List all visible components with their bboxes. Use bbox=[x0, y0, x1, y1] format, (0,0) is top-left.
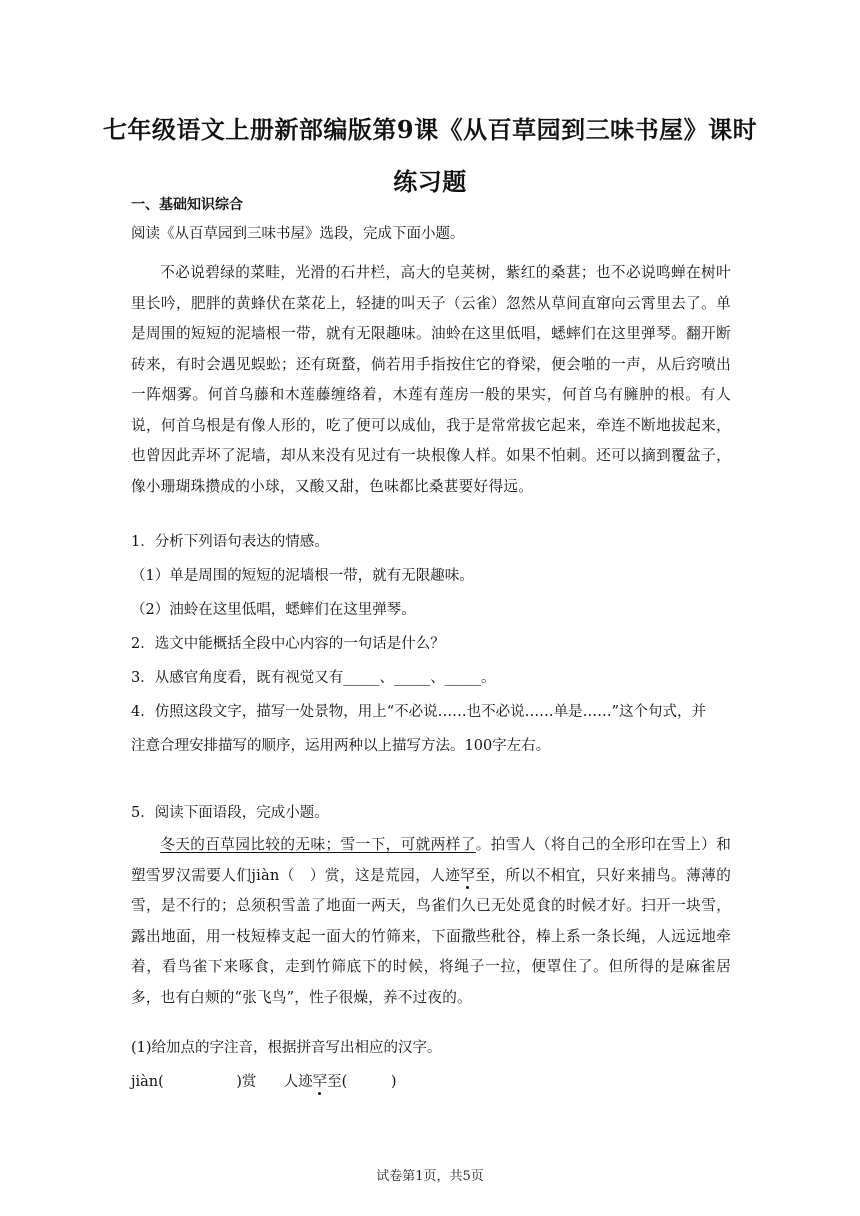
answer-dotted-character: 罕 bbox=[312, 1074, 328, 1090]
reading-instruction: 阅读《从百草园到三味书屋》选段，完成下面小题。 bbox=[131, 226, 465, 242]
underlined-sentence: 冬天的百草园比较的无味；雪一下，可就两样了 bbox=[160, 836, 476, 853]
question-2: 2．选文中能概括全段中心内容的一句话是什么？ bbox=[131, 636, 445, 652]
passage-2-text-a: 。拍雪人（将自己的全形印在雪上）和塑雪罗汉需要人们jiàn（ ）赏，这是荒园，人迹 bbox=[131, 836, 731, 884]
question-1: 1．分析下列语句表达的情感。 bbox=[131, 534, 329, 550]
dotted-character: 罕 bbox=[460, 866, 476, 884]
page-title: 七年级语文上册新部编版第9课《从百草园到三味书屋》课时练习题 bbox=[102, 115, 758, 196]
page-footer: 试卷第1页，共5页 bbox=[376, 1169, 484, 1184]
passage-1: 不必说碧绿的菜畦，光滑的石井栏，高大的皂荚树，紫红的桑葚；也不必说鸣蝉在树叶里长吟，肥胖的黄蜂伏在菜花上，轻捷的叫天子（云雀）忽然从草间直窜向云霄里去了。单是周围的短短的泥墙根一带，就有无限趣味。油蛉在这里低唱，蟋蟀们在这里弹琴。翻开断砖来，有时会遇见蜈蚣；还有斑蝥，倘若用手指按住它的脊梁，便会啪的一声，从后窍喷出一阵烟雾。何首乌藤和木莲藤缠络着，木莲有莲房一般的果实，何首乌有臃肿的根。有人说，何首乌根是有像人形的，吃了便可以成仙，我于是常常拔它起来，牵连不断地拔起来，也曾因此弄坏了泥墙，却从来没有见过有一块根像人样。如果不怕刺。还可以摘到覆盆子，像小珊瑚珠攒成的小球，又酸又甜，色味都比桑葚要好得远。 bbox=[131, 264, 731, 495]
question-5-sub-1: (1)给加点的字注音，根据拼音写出相应的汉字。 bbox=[131, 1040, 442, 1056]
question-5: 5．阅读下面语段，完成小题。 bbox=[131, 805, 329, 821]
section-heading: 一、基础知识综合 bbox=[131, 197, 243, 213]
answer-blank-jian: jiàn( )赏 bbox=[131, 1074, 257, 1090]
question-4-line-1: 4．仿照这段文字，描写一处景物，用上“不必说……也不必说……单是……”这个句式，并 bbox=[131, 704, 707, 720]
question-4-line-2: 注意合理安排描写的顺序，运用两种以上描写方法。100字左右。 bbox=[131, 738, 551, 754]
passage-2-text-b: 至，所以不相宜，只好来捕鸟。薄薄的雪，是不行的；总须积雪盖了地面一两天，鸟雀们久已无处觅食的时候才好。扫开一块雪，露出地面，用一枝短棒支起一面大的竹筛来，下面撒些秕谷，棒上系一条长绳，人远远地牵着，看鸟雀下来啄食，走到竹筛底下的时候，将绳子一拉，便罩住了。但所得的是麻雀居多，也有白颊的“张飞鸟”，性子很燥，养不过夜的。 bbox=[131, 866, 731, 1006]
question-1-item-1: （1）单是周围的短短的泥墙根一带，就有无限趣味。 bbox=[131, 568, 474, 584]
answer-line bbox=[131, 1070, 741, 1091]
answer-text-renji: 人迹 bbox=[283, 1074, 313, 1090]
answer-blank-zhi: 至( ) bbox=[327, 1074, 397, 1090]
passage-2 bbox=[131, 830, 731, 1013]
question-1-item-2: （2）油蛉在这里低唱，蟋蟀们在这里弹琴。 bbox=[131, 602, 416, 618]
question-3: 3．从感官角度看，既有视觉又有_____、_____、_____。 bbox=[131, 670, 496, 686]
